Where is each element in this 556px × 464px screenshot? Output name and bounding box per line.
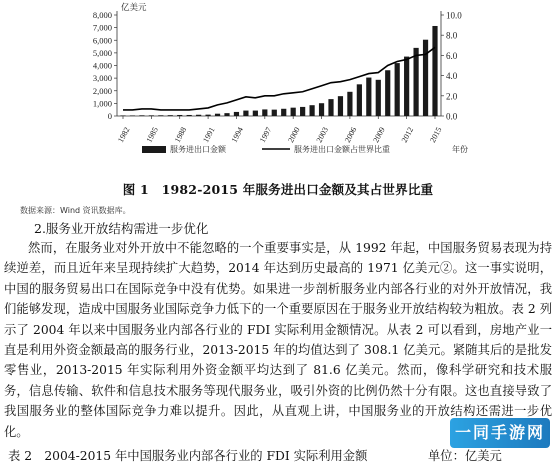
y-left-tick-label: 3,000: [92, 73, 112, 84]
y-right-tick-label: 8.0: [446, 30, 458, 41]
bar-2013: [413, 48, 418, 116]
bar-1992: [215, 114, 220, 116]
section-heading: 2.服务业开放结构需进一步优化: [34, 221, 209, 236]
x-tick-label: 1985: [144, 125, 160, 145]
bar-1986: [158, 115, 163, 116]
bar-1985: [149, 115, 154, 116]
y-right-tick-label: 6.0: [446, 50, 458, 61]
bar-2010: [385, 70, 390, 116]
table-title: 表 2 2004-2015 年中国服务业内部各行业的 FDI 实际利用金额: [8, 449, 368, 463]
x-axis-unit-label: 年份: [452, 145, 468, 154]
bar-1995: [243, 111, 248, 116]
bar-1983: [130, 115, 135, 116]
bar-1988: [177, 115, 182, 116]
bar-1984: [139, 115, 144, 116]
x-tick-label: 2009: [371, 125, 387, 145]
x-tick-label: 1982: [116, 125, 132, 145]
body-paragraph: 然而，在服务业对外开放中不能忽略的一个重要事实是，从 1992 年起，中国服务贸易表现为持续逆差，而且近年来呈现持续扩大趋势，2014 年达到历史最高的 1971 亿美元②。这一事实说明，中国的服务贸易出口在国际竞争中没有优势。如果进一步剖析服务业内部各行业的对外开放情况，我们能够发现，造成中国服务业国际竞争力低下的一个重要原因在于服务业开放结构较为粗放。表 2 列示了 2004 年以来中国服务业内部各行业的 FDI 实际利用金额情况。从表 2 可以看到，房地产业一直是利用外资金额最高的服务行业，2013-2015 年的均值达到了 308.1 亿美元。紧随其后的是批发零售业，2013-2015 年实际利用外资金额平均达到了 81.6 亿美元。然而，像科学研究和技术服务，信息传输、软件和信息技术服务等现代服务业，吸引外资的比例仍然十分有限。这也直接导致了我国服务业的整体国际竞争力难以提升。因此，从直观上讲，中国服务业的开放结构还需进一步优化。: [4, 241, 552, 439]
bar-2006: [347, 92, 352, 116]
table-unit: 单位：亿美元: [428, 449, 502, 463]
x-tick-label: 1997: [257, 125, 274, 145]
y-left-tick-label: 5,000: [92, 47, 112, 58]
bar-2001: [300, 107, 305, 116]
x-tick-label: 2006: [342, 125, 359, 145]
y-left-tick-label: 6,000: [92, 35, 112, 46]
bar-2000: [291, 108, 296, 116]
bar-2008: [366, 78, 371, 116]
bar-1994: [234, 112, 239, 116]
bar-2005: [338, 96, 343, 116]
x-tick-label: 2012: [399, 125, 416, 145]
table-title-row: [8, 446, 556, 464]
bar-1989: [187, 115, 192, 116]
bar-2002: [309, 105, 314, 116]
bar-1999: [281, 109, 286, 116]
x-tick-label: 2000: [286, 125, 302, 145]
y-right-tick-label: 4.0: [446, 71, 458, 82]
bar-1991: [205, 115, 210, 116]
y-left-tick-label: 1,000: [92, 98, 112, 109]
bar-2007: [357, 84, 362, 116]
source-note: 数据来源：Wind 资讯数据库。: [20, 206, 131, 215]
bar-1993: [224, 113, 229, 116]
bar-2014: [423, 40, 428, 116]
services-trade-chart: [0, 0, 556, 170]
x-tick-label: 1988: [172, 125, 189, 145]
bar-1990: [196, 115, 201, 116]
legend-bar-swatch: [142, 146, 166, 153]
bar-1987: [168, 115, 173, 116]
y-left-tick-label: 7,000: [92, 22, 112, 33]
bar-2004: [328, 99, 333, 116]
figure-caption: 图 1 1982-2015 年服务进出口金额及其占世界比重: [122, 182, 434, 197]
x-tick-label: 2003: [314, 125, 331, 145]
y-right-tick-label: 2.0: [446, 91, 458, 102]
bar-2003: [319, 103, 324, 116]
legend-bar-label: 服务进出口金额: [170, 145, 226, 154]
x-tick-label: 1991: [201, 125, 217, 145]
bar-2015: [432, 26, 437, 116]
bar-series-trade-value: [120, 26, 437, 116]
y-left-tick-label: 2,000: [92, 85, 112, 96]
bar-1997: [262, 109, 267, 116]
y-left-tick-label: 4,000: [92, 60, 112, 71]
chart-legend: [142, 144, 468, 154]
bar-2011: [395, 63, 400, 116]
bar-2012: [404, 57, 409, 116]
site-watermark-logo: 一同手游网: [450, 418, 550, 448]
bar-1998: [272, 110, 277, 116]
y-left-tick-label: 0: [107, 111, 112, 121]
bar-1996: [253, 111, 258, 116]
y-left-tick-label: 8,000: [92, 10, 112, 20]
y-right-tick-label: 10.0: [446, 10, 462, 21]
x-tick-label: 2015: [428, 125, 444, 145]
y-axis-left-unit-label: 亿美元: [121, 2, 147, 12]
legend-line-label: 服务进出口金额占世界比重: [294, 145, 390, 154]
x-tick-label: 1994: [229, 125, 245, 145]
y-right-tick-label: 0.0: [446, 111, 458, 122]
bar-2009: [376, 80, 381, 116]
bar-1982: [120, 115, 125, 116]
